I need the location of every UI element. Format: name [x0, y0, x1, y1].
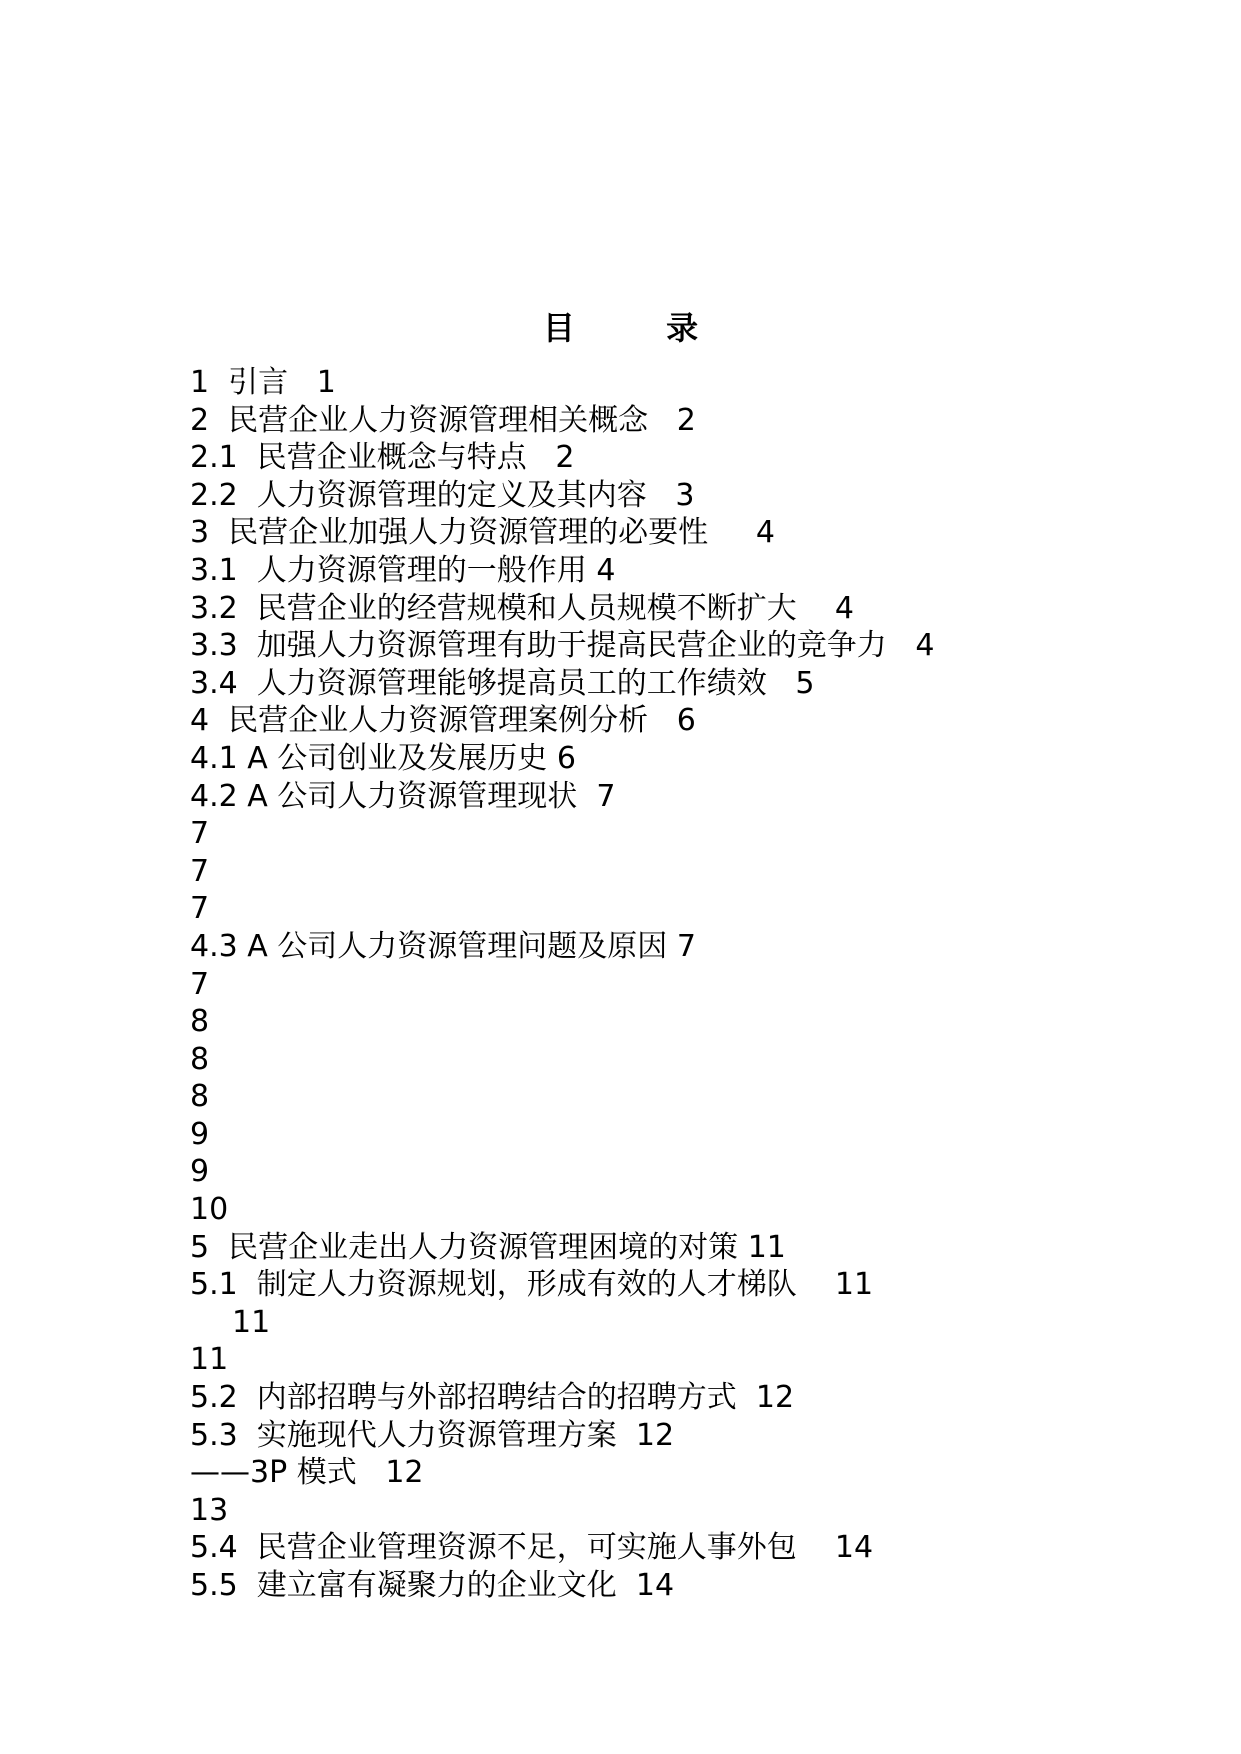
toc-entry: 5.1 制定人力资源规划，形成有效的人才梯队 11 — [190, 1267, 874, 1303]
toc-entry: 7 — [190, 891, 210, 927]
toc-entry: 8 — [190, 1041, 210, 1077]
toc-entry: 3.3 加强人力资源管理有助于提高民营企业的竞争力 4 — [190, 628, 935, 664]
toc-entry: 5.2 内部招聘与外部招聘结合的招聘方式 12 — [190, 1380, 795, 1416]
toc-entry: 7 — [190, 853, 210, 889]
toc-entry: 13 — [190, 1492, 229, 1528]
toc-entry: 7 — [190, 816, 210, 852]
toc-entry: 8 — [190, 1079, 210, 1115]
toc-entry: 3.1 人力资源管理的一般作用 4 — [190, 552, 616, 588]
toc-entry: 9 — [190, 1154, 210, 1190]
toc-entry: 3 民营企业加强人力资源管理的必要性 4 — [190, 515, 775, 551]
toc-entry: 2.2 人力资源管理的定义及其内容 3 — [190, 477, 695, 513]
toc-entry: ——3P 模式 12 — [190, 1455, 424, 1491]
toc-entry: 3.4 人力资源管理能够提高员工的工作绩效 5 — [190, 665, 815, 701]
toc-entry: 4.1 A 公司创业及发展历史 6 — [190, 740, 576, 776]
toc-entry: 4.2 A 公司人力资源管理现状 7 — [190, 778, 616, 814]
toc-entry: 11 — [190, 1342, 229, 1378]
toc-entry: 5 民营企业走出人力资源管理困境的对策 11 — [190, 1229, 786, 1265]
table-of-contents — [190, 364, 1190, 1605]
toc-entry: 8 — [190, 1004, 210, 1040]
toc-entry: 2 民营企业人力资源管理相关概念 2 — [190, 402, 696, 438]
toc-entry: 5.3 实施现代人力资源管理方案 12 — [190, 1417, 675, 1453]
toc-entry: 5.5 建立富有凝聚力的企业文化 14 — [190, 1568, 675, 1603]
toc-entry: 9 — [190, 1116, 210, 1152]
toc-entry: 2.1 民营企业概念与特点 2 — [190, 440, 575, 476]
toc-entry: 11 — [232, 1304, 271, 1340]
toc-entry: 4.3 A 公司人力资源管理问题及原因 7 — [190, 928, 696, 964]
toc-entry: 5.4 民营企业管理资源不足，可实施人事外包 14 — [190, 1530, 874, 1566]
toc-entry: 3.2 民营企业的经营规模和人员规模不断扩大 4 — [190, 590, 855, 626]
toc-entry: 4 民营企业人力资源管理案例分析 6 — [190, 703, 696, 739]
toc-entry: 1 引言 1 — [190, 365, 336, 400]
toc-entry: 7 — [190, 966, 210, 1002]
toc-title: 目 录 — [542, 309, 739, 347]
toc-entry: 10 — [190, 1192, 229, 1228]
